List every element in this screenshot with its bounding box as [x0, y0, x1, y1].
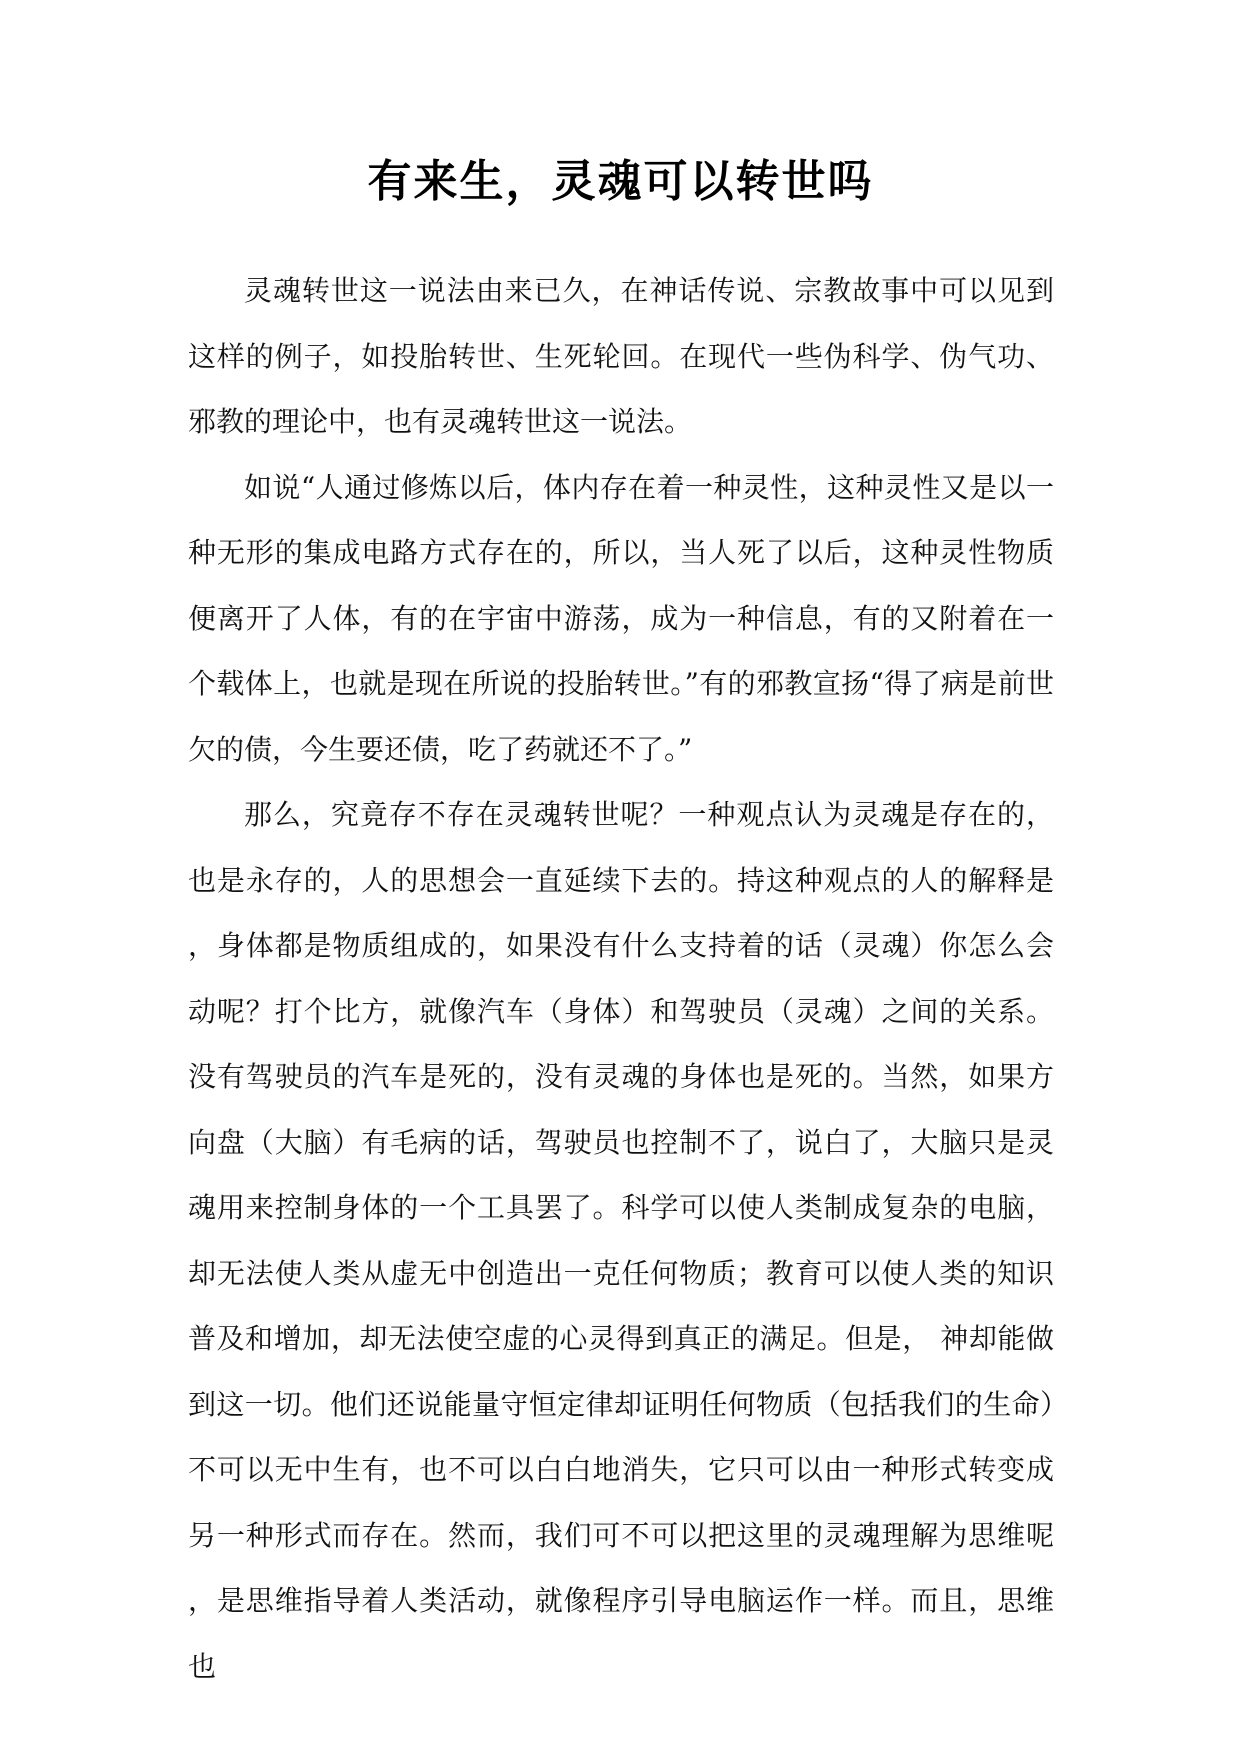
- document-title: 有来生，灵魂可以转世吗: [367, 156, 874, 207]
- paragraph-3: 那么，究竟存不存在灵魂转世呢？一种观点认为灵魂是存在的，也是永存的，人的思想会一直延续下去的。持这种观点的人的解释是，身体都是物质组成的，如果没有什么支持着的话（灵魂）你怎么会动呢？打个比方，就像汽车（身体）和驾驶员（灵魂）之间的关系。没有驾驶员的汽车是死的，没有灵魂的身体也是死的。当然，如果方向盘（大脑）有毛病的话，驾驶员也控制不了，说白了，大脑只是灵魂用来控制身体的一个工具罢了。科学可以使人类制成复杂的电脑，却无法使人类从虚无中创造出一克任何物质；教育可以使人类的知识普及和增加，却无法使空虚的心灵得到真正的满足。但是， 神却能做到这一切。他们还说能量守恒定律却证明任何物质（包括我们的生命）不可以无中生有，也不可以白白地消失，它只可以由一种形式转变成另一种形式而存在。然而，我们可不可以把这里的灵魂理解为思维呢，是思维指导着人类活动，就像程序引导电脑运作一样。而且，思维也: [188, 798, 1054, 1683]
- paragraph-1: 灵魂转世这一说法由来已久，在神话传说、宗教故事中可以见到这样的例子，如投胎转世、生死轮回。在现代一些伪科学、伪气功、邪教的理论中，也有灵魂转世这一说法。: [188, 274, 1054, 438]
- paragraph-2: 如说“人通过修炼以后，体内存在着一种灵性，这种灵性又是以一种无形的集成电路方式存在的，所以，当人死了以后，这种灵性物质便离开了人体，有的在宇宙中游荡，成为一种信息，有的又附着在一个载体上，也就是现在所说的投胎转世。”有的邪教宣扬“得了病是前世欠的债，今生要还债，吃了药就还不了。”: [188, 470, 1054, 766]
- document-body: [188, 258, 1054, 1699]
